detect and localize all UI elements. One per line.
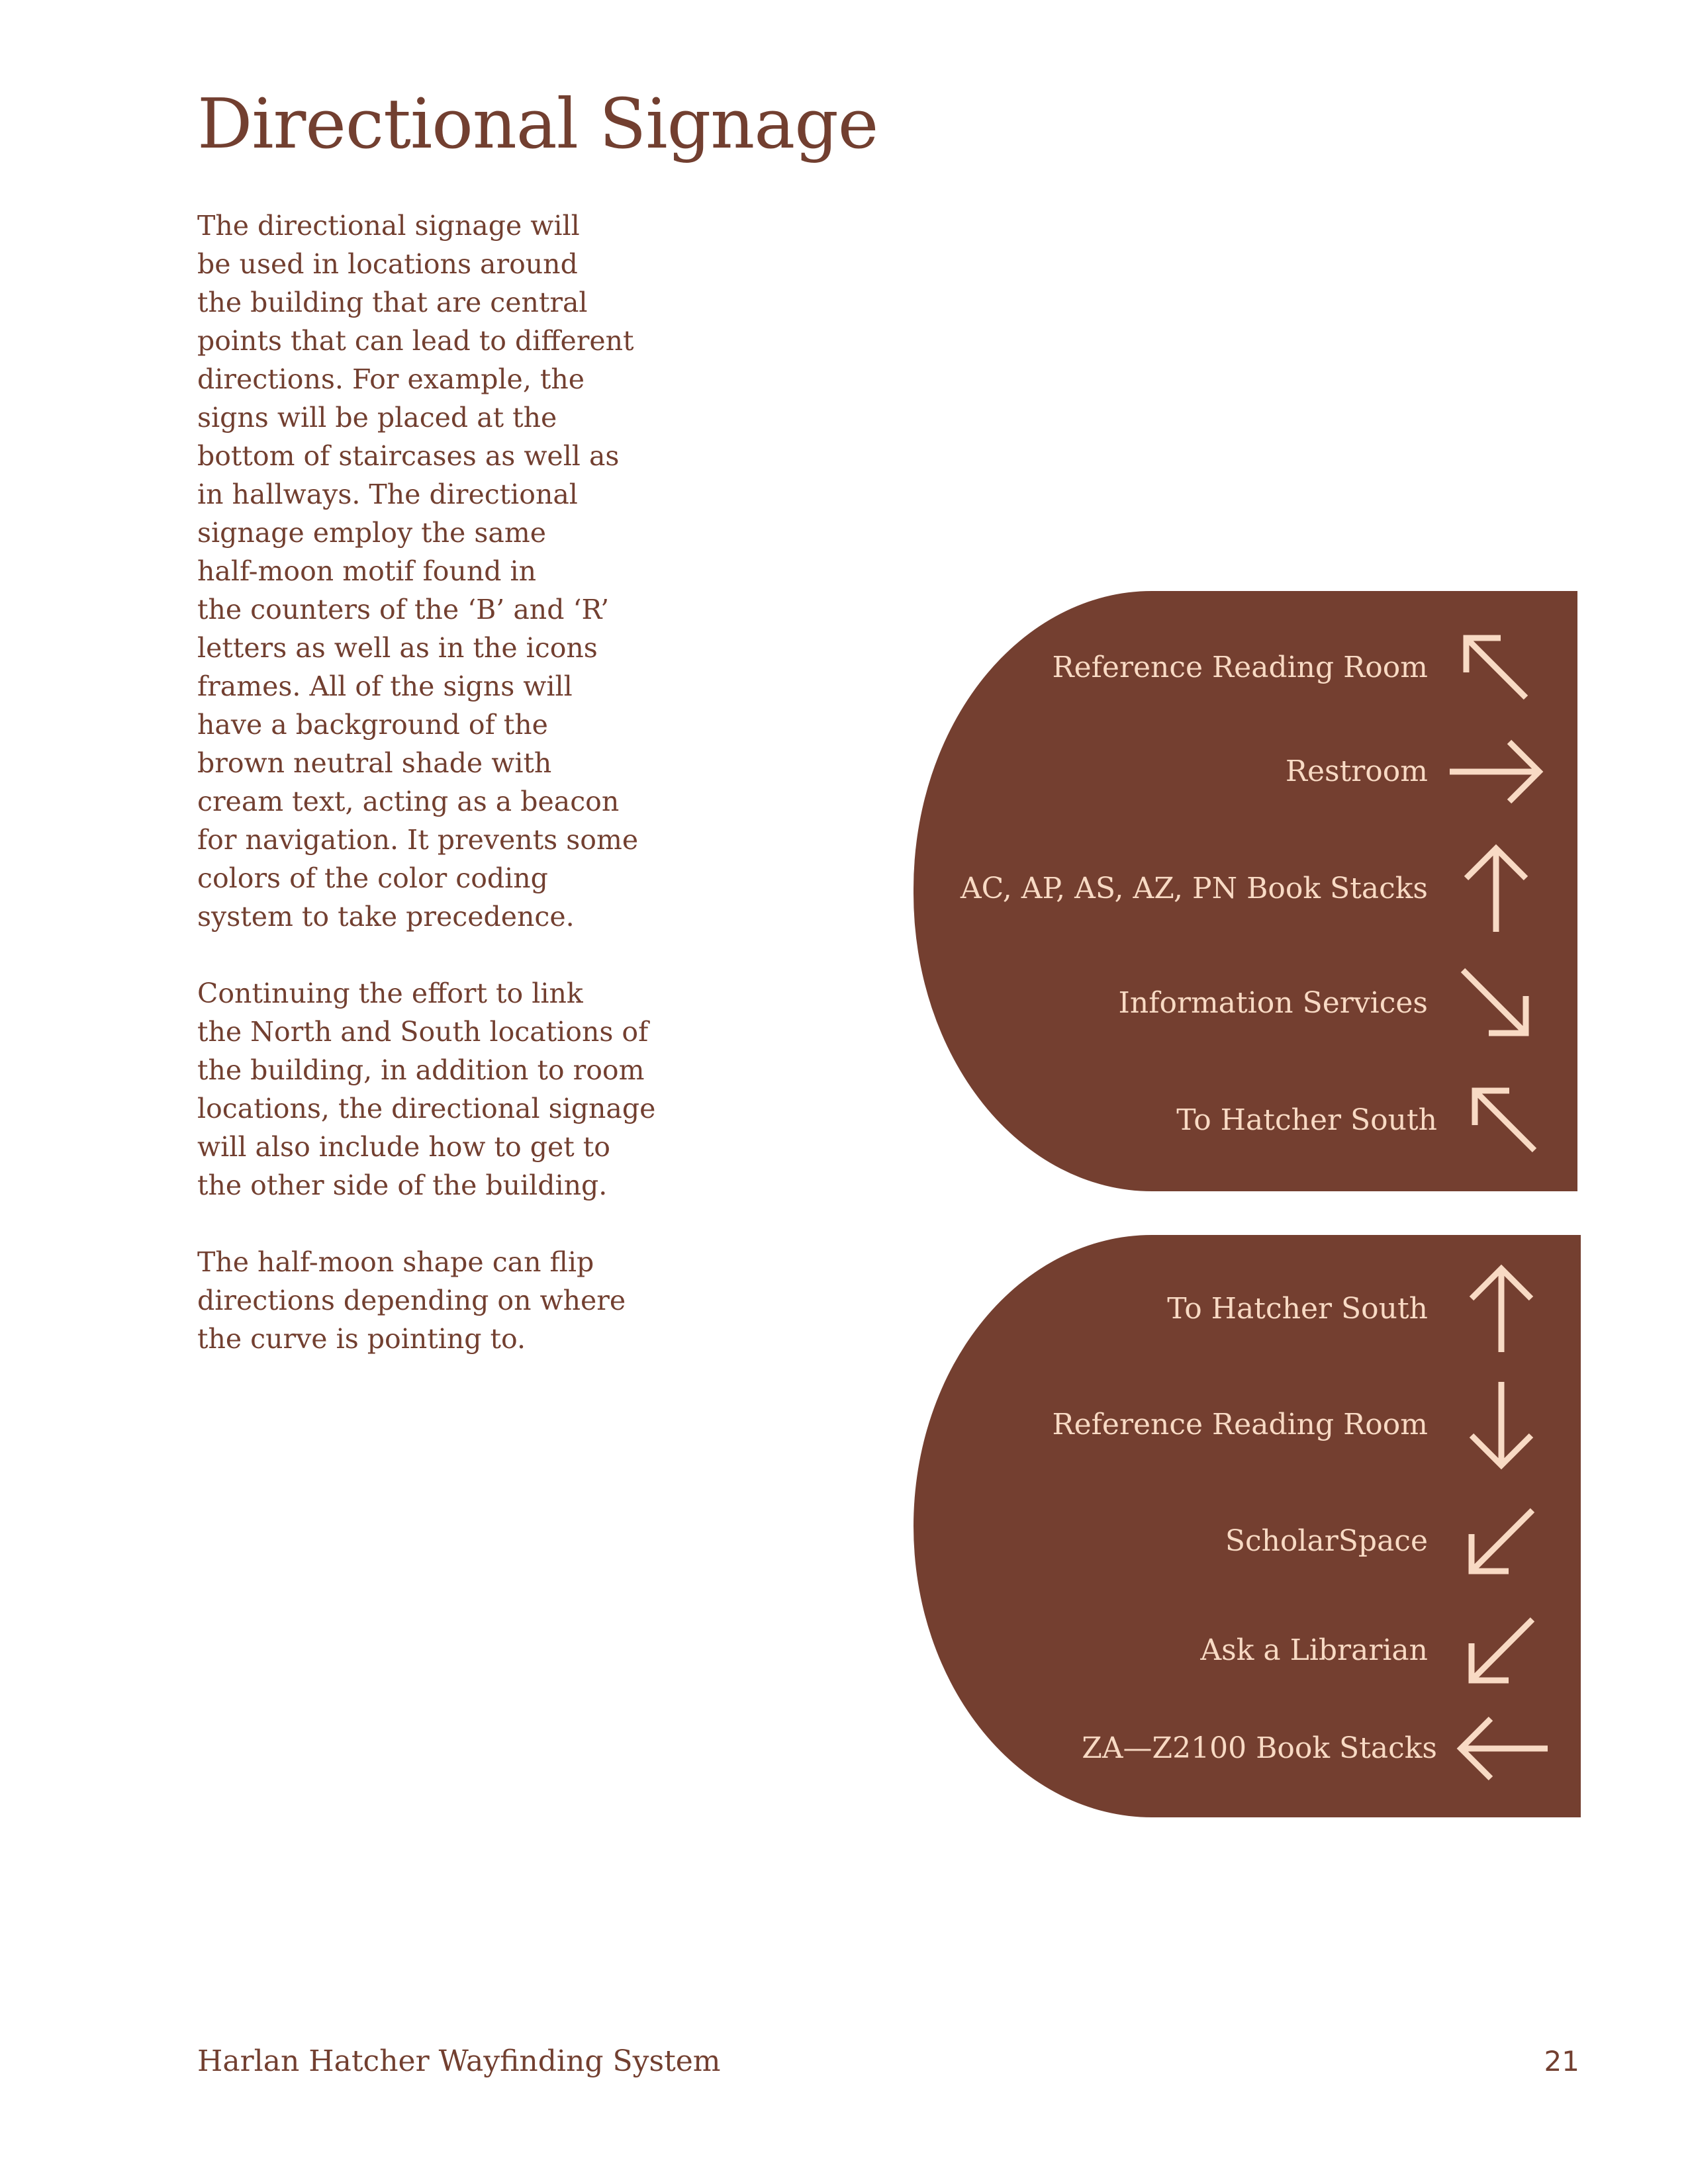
arrow-down-icon xyxy=(1452,1375,1551,1475)
arrow-right-icon xyxy=(1446,722,1546,821)
text-line: be used in locations around xyxy=(197,248,578,280)
sign-label-scholarspace: ScholarSpace xyxy=(1225,1524,1428,1558)
sign-label-ask-a-librarian: Ask a Librarian xyxy=(1200,1633,1428,1667)
arrow-left-icon xyxy=(1452,1699,1551,1798)
sign-label-restroom: Restroom xyxy=(1285,754,1428,788)
sign-label-to-hatcher-south: To Hatcher South xyxy=(1167,1292,1428,1326)
sign-label-to-hatcher-south: To Hatcher South xyxy=(1176,1103,1437,1137)
sign-label-book-stacks: AC, AP, AS, AZ, PN Book Stacks xyxy=(960,872,1428,905)
text-line: signs will be placed at the xyxy=(197,402,557,433)
sign-label-information-services: Information Services xyxy=(1118,986,1428,1020)
text-line: The half-moon shape can flip xyxy=(197,1246,594,1278)
sign-label-za-z2100-book-stacks: ZA—Z2100 Book Stacks xyxy=(1082,1731,1437,1765)
paragraph-signage-intro xyxy=(197,206,661,936)
text-line: the curve is pointing to. xyxy=(197,1323,526,1355)
arrow-up-left-icon xyxy=(1455,1071,1554,1170)
text-line: for navigation. It prevents some xyxy=(197,824,639,856)
text-line: the building, in addition to room xyxy=(197,1054,645,1086)
text-line: bottom of staircases as well as xyxy=(197,440,620,472)
arrow-up-icon xyxy=(1452,1259,1551,1359)
text-line: Continuing the effort to link xyxy=(197,978,583,1009)
text-line: directions depending on where xyxy=(197,1285,626,1316)
directional-sign-north xyxy=(914,591,1577,1191)
paragraph-half-moon xyxy=(197,1243,661,1358)
page-title: Directional Signage xyxy=(197,83,878,164)
arrow-up-left-icon xyxy=(1446,618,1546,717)
directional-sign-south xyxy=(914,1235,1581,1817)
text-line: system to take precedence. xyxy=(197,901,575,933)
text-line: will also include how to get to xyxy=(197,1131,610,1163)
text-line: brown neutral shade with xyxy=(197,747,552,779)
text-line: letters as well as in the icons xyxy=(197,632,598,664)
text-line: the other side of the building. xyxy=(197,1169,608,1201)
text-line: points that can lead to different xyxy=(197,325,634,357)
text-line: the North and South locations of xyxy=(197,1016,649,1048)
text-line: directions. For example, the xyxy=(197,363,585,395)
footer-title: Harlan Hatcher Wayfinding System xyxy=(197,2044,721,2078)
text-line: frames. All of the signs will xyxy=(197,670,573,702)
arrow-down-right-icon xyxy=(1446,954,1546,1053)
text-line: the counters of the ‘B’ and ‘R’ xyxy=(197,594,610,625)
body-text xyxy=(197,206,661,1396)
arrow-down-left-icon xyxy=(1452,1492,1551,1591)
text-line: the building that are central xyxy=(197,287,588,318)
text-line: signage employ the same xyxy=(197,517,546,549)
text-line: half-moon motif found in xyxy=(197,555,537,587)
sign-label-reference-reading-room: Reference Reading Room xyxy=(1052,651,1428,684)
text-line: cream text, acting as a beacon xyxy=(197,786,620,817)
text-line: locations, the directional signage xyxy=(197,1093,656,1124)
paragraph-north-south xyxy=(197,974,661,1205)
text-line: in hallways. The directional xyxy=(197,478,578,510)
sign-label-reference-reading-room: Reference Reading Room xyxy=(1052,1408,1428,1441)
text-line: have a background of the xyxy=(197,709,548,741)
arrow-up-icon xyxy=(1446,839,1546,938)
arrow-down-left-icon xyxy=(1452,1601,1551,1700)
text-line: The directional signage will xyxy=(197,210,580,242)
page-number: 21 xyxy=(1544,2045,1579,2077)
text-line: colors of the color coding xyxy=(197,862,548,894)
